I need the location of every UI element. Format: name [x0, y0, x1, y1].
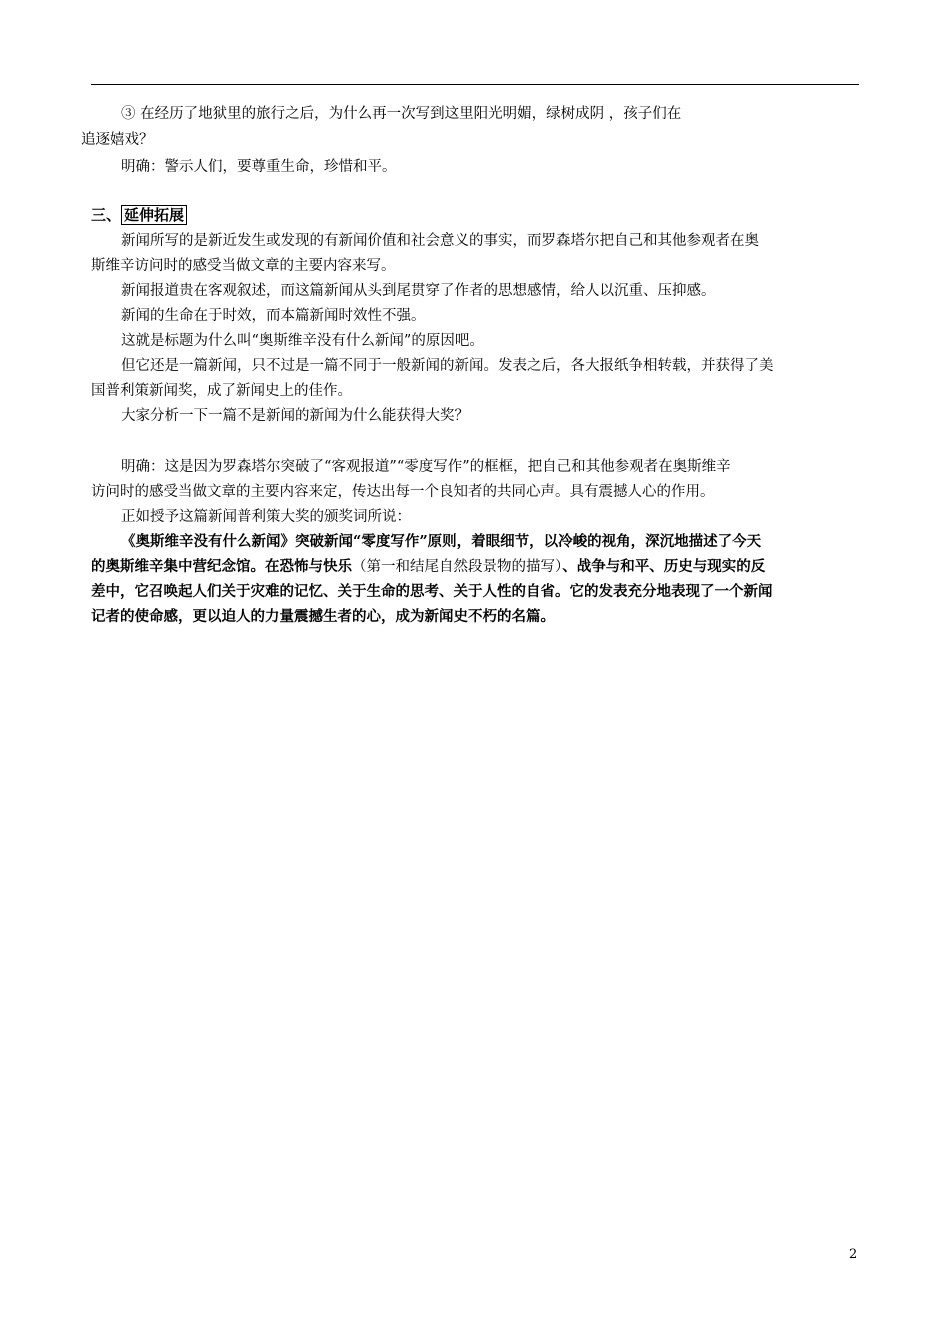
paragraph-1-line-1: 新闻所写的是新近发生或发现的有新闻价值和社会意义的事实，而罗森塔尔把自己和其他参观者在奥 [121, 233, 759, 249]
paragraph-7-line-2: 访问时的感受当做文章的主要内容来定，传达出每一个良知者的共同心声。具有震撼人心的作用。 [91, 484, 715, 500]
header-rule [91, 84, 859, 85]
section-title: 延伸拓展 [121, 205, 187, 225]
citation-line-2-bold: 的奥斯维辛集中营纪念馆。在恐怖与快乐 [91, 558, 352, 575]
question-answer: 明确：警示人们，要尊重生命，珍惜和平。 [121, 159, 397, 175]
citation-line-2 [91, 556, 765, 578]
citation-line-4: 记者的使命感，更以迫人的力量震撼生者的心，成为新闻史不朽的名篇。 [91, 608, 555, 625]
section-number: 三、 [91, 206, 122, 224]
section-heading [91, 204, 187, 226]
paragraph-3: 新闻的生命在于时效，而本篇新闻时效性不强。 [121, 308, 426, 324]
citation-line-1: 《奥斯维辛没有什么新闻》突破新闻“零度写作”原则，着眼细节，以冷峻的视角，深沉地描述了今天 [121, 533, 762, 550]
question-line-2: 追逐嬉戏？ [81, 132, 154, 148]
page-number: 2 [849, 1247, 858, 1262]
citation-line-2-normal: （第一和结尾自然段景物的描写） [352, 559, 563, 575]
paragraph-8: 正如授予这篇新闻普利策大奖的颁奖词所说： [121, 509, 411, 525]
paragraph-1-line-2: 斯维辛访问时的感受当做文章的主要内容来写。 [91, 258, 396, 274]
paragraph-7-line-1: 明确：这是因为罗森塔尔突破了“客观报道”“零度写作”的框框，把自己和其他参观者在奥斯维辛 [121, 459, 731, 475]
citation-line-3: 差中，它召唤起人们关于灾难的记忆、关于生命的思考、关于人性的自省。它的发表充分地表现了一个新闻 [91, 583, 773, 600]
citation-line-2-bold-end: 、战争与和平、历史与现实的反 [562, 558, 766, 575]
paragraph-2: 新闻报道贵在客观叙述，而这篇新闻从头到尾贯穿了作者的思想感情，给人以沉重、压抑感。 [121, 283, 716, 299]
paragraph-5-line-2: 国普利策新闻奖，成了新闻史上的佳作。 [91, 383, 352, 399]
question-line-1: ③ 在经历了地狱里的旅行之后，为什么再一次写到这里阳光明媚，绿树成阴 ，孩子们在 [121, 106, 682, 122]
paragraph-5-line-1: 但它还是一篇新闻，只不过是一篇不同于一般新闻的新闻。发表之后，各大报纸争相转载，并获得了美 [121, 358, 774, 374]
paragraph-4: 这就是标题为什么叫“奥斯维辛没有什么新闻”的原因吧。 [121, 333, 484, 349]
paragraph-6: 大家分析一下一篇不是新闻的新闻为什么能获得大奖？ [121, 408, 469, 424]
